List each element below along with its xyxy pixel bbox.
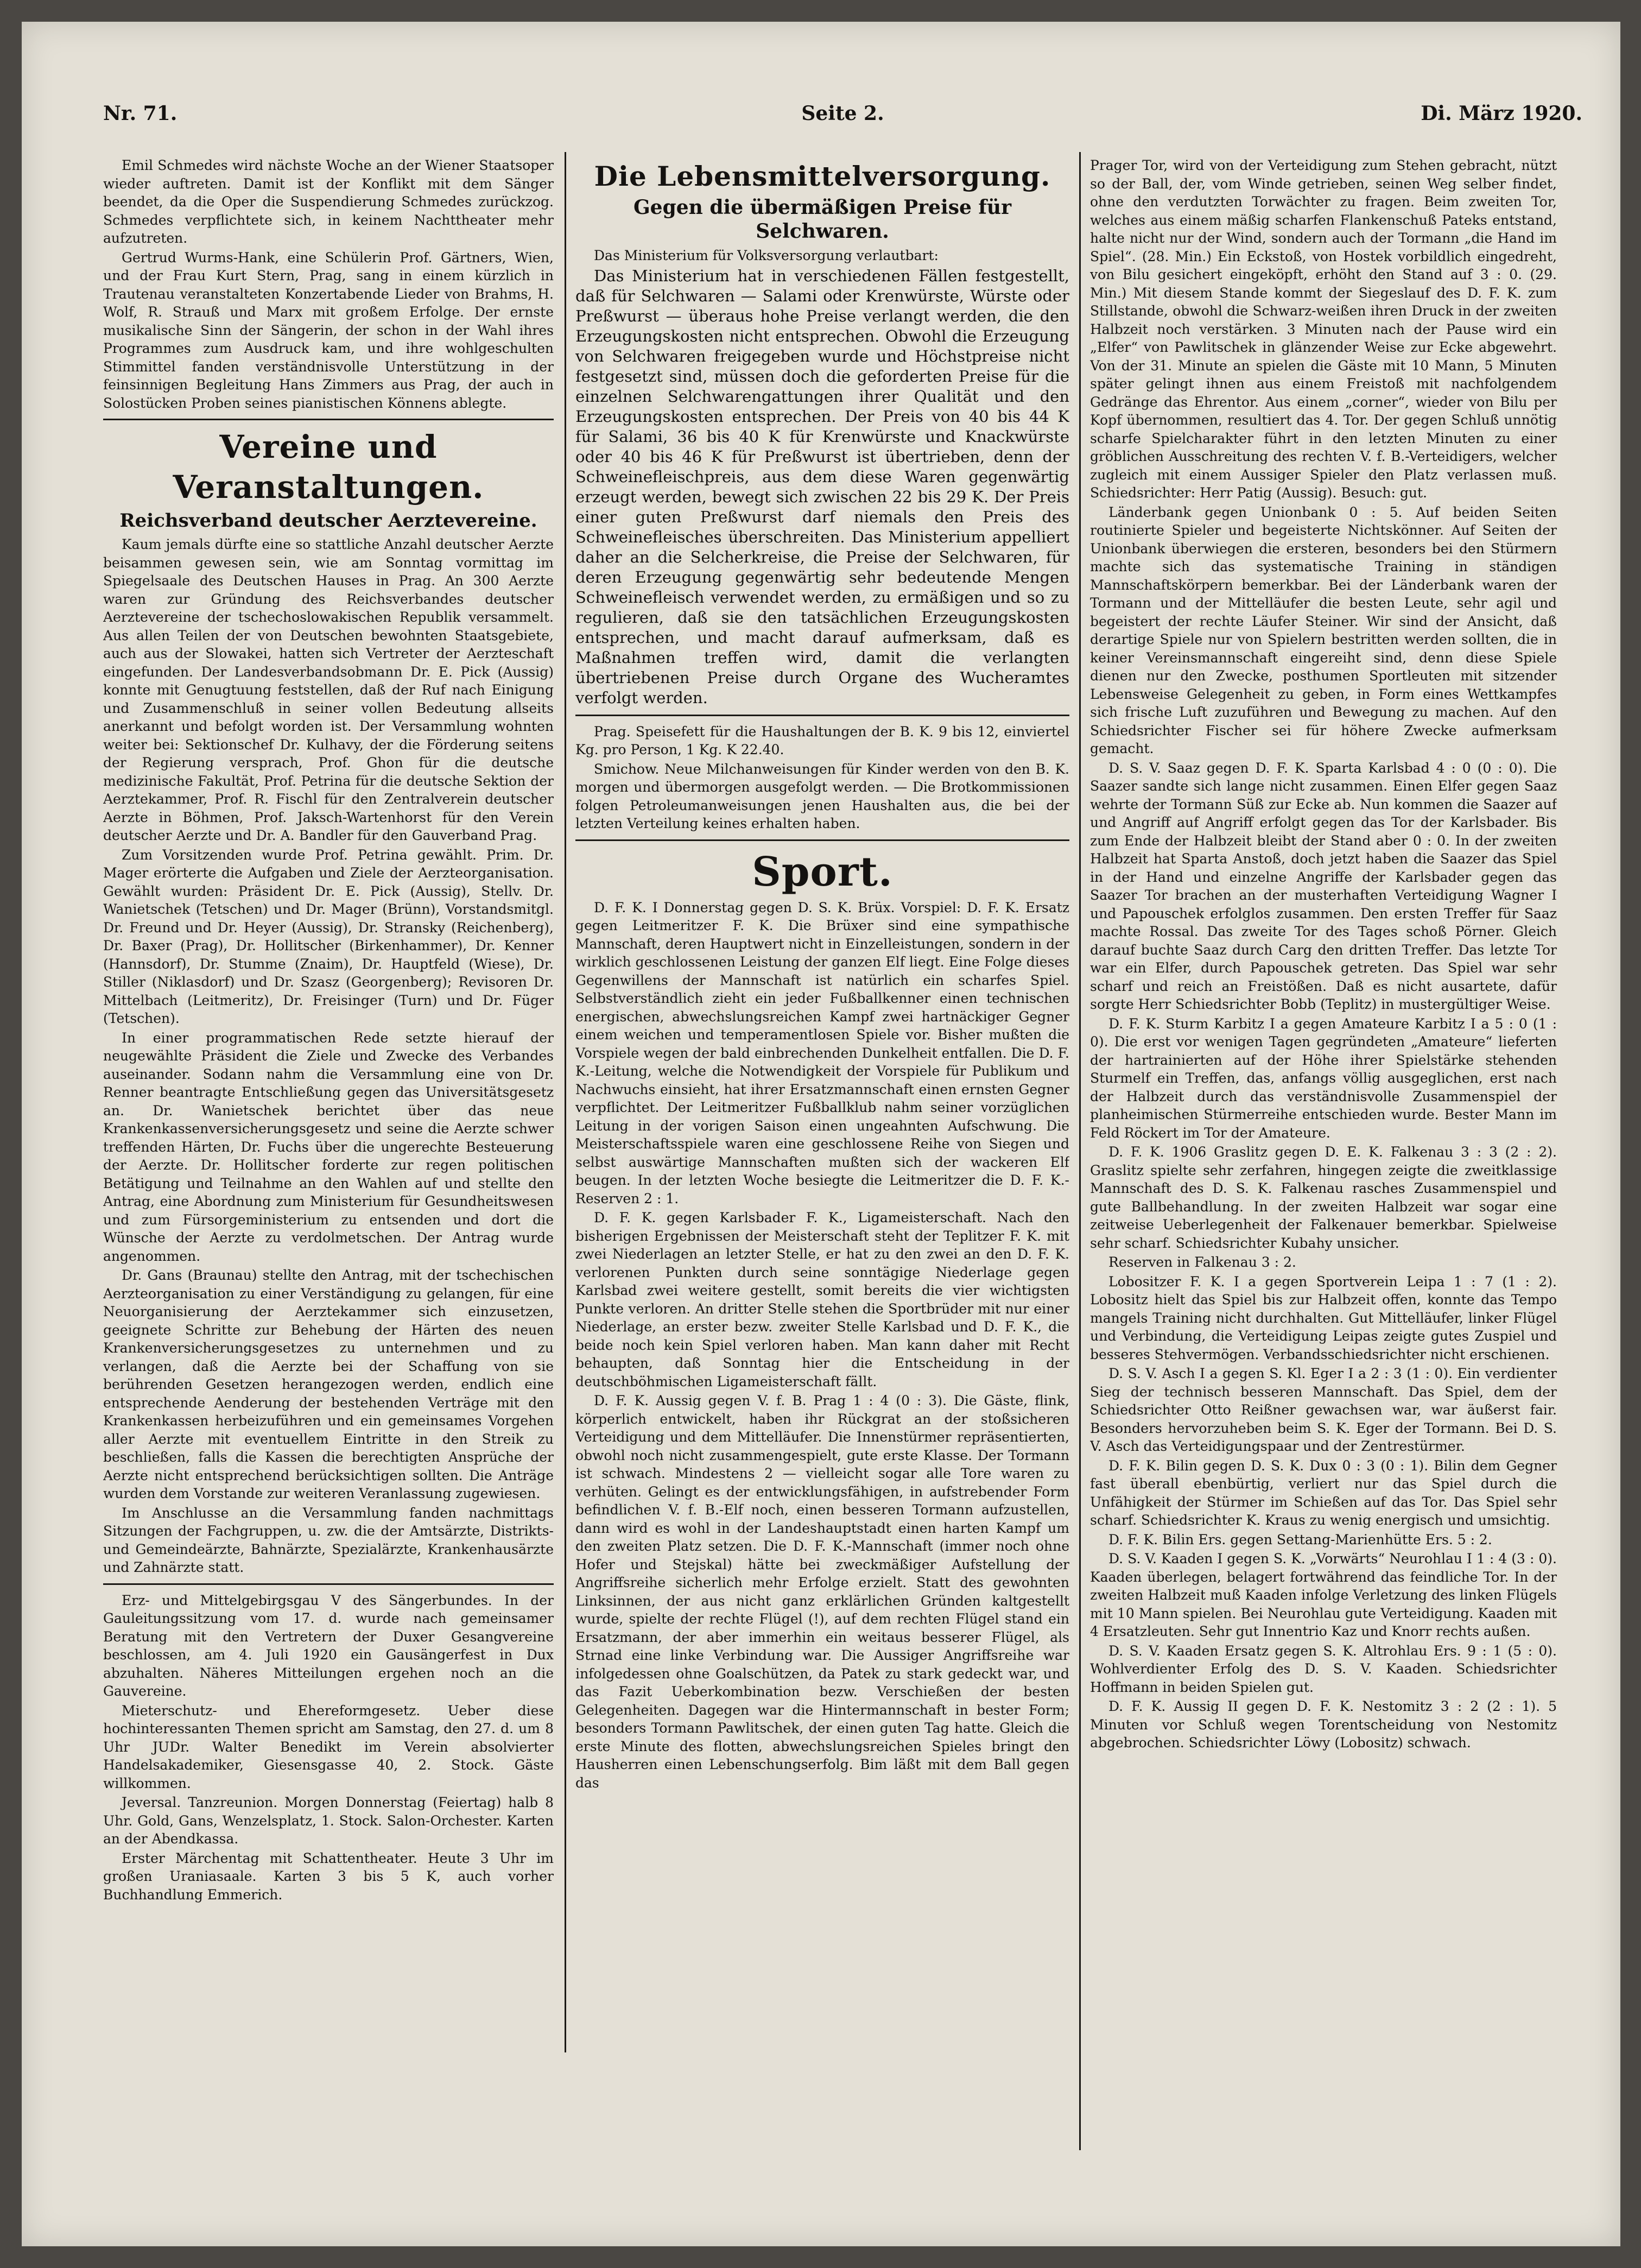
section-heading-vereine: Vereine und Veranstaltungen. (173, 428, 484, 506)
rule (103, 419, 554, 420)
sport-bilin-ers: D. F. K. Bilin Ers. gegen Settang-Marienhütte Ers. 5 : 2. (1108, 1531, 1492, 1547)
sport-graslitz: D. F. K. 1906 Graslitz gegen D. E. K. Falkenau 3 : 3 (2 : 2). Graslitz spielte sehr zerfahren, hingegen zeigte die zweitklassige Mannschaft des D. S. K. Falkenau rasches Zusammenspiel und gute Ballbehandlung. In der zweiten Halbzeit war sogar eine zeitweise Ueberlegenheit der Falkenauer bemerkbar. Spielweise sehr scharf. Schiedsrichter Kubahy unsicher. (1090, 1144, 1557, 1251)
sport-asch-eger: D. S. V. Asch I a gegen S. Kl. Eger I a 2 : 3 (1 : 0). Ein verdienter Sieg der technisch besseren Mannschaft. Das Spiel, dem der Schiedsrichter Otto Reißner gewachsen war, war äußerst fair. Besonders hervorzuheben beim S. K. Eger der Tormann. Bei D. S. V. Asch das Verteidigungspaar und der Zentrestürmer. (1090, 1366, 1557, 1454)
sport-saaz-sparta: D. S. V. Saaz gegen D. F. K. Sparta Karlsbad 4 : 0 (0 : 0). Die Saazer sandte sich lange nicht zusammen. Einen Elfer gegen Saaz wehrte der Tormann Süß zur Ecke ab. Nun kommen die Saazer auf und Angriff auf Angriff erfolgt gegen das Tor der Karlsbader. Bis zum Ende der Halbzeit bleibt der Stand aber 0 : 0. In der zweiten Halbzeit hat Sparta Anstoß, doch jetzt haben die Saazer das Spiel in der Hand und einzelne Angriffe der Karlsbader gegen das Saazer Tor brachen an der musterhaften Verteidigung Wagner I und Papouschek erfolglos zusammen. Den ersten Treffer für Saaz machte Rossal. Das zweite Tor des Tages schoß Pörner. Gleich darauf buchte Saaz durch Carg den dritten Treffer. Das letzte Tor war ein Elfer, durch Papouschek getreten. Das Spiel war sehr scharf und reich an Freistößen. Daß es nicht ausartete, dafür sorgte Herr Schiedsrichter Bobb (Teplitz) in mustergültiger Weise. (1090, 760, 1557, 1012)
sport-dfk-brux: D. F. K. I Donnerstag gegen D. S. K. Brüx. Vorspiel: D. F. K. Ersatz gegen Leitmeritzer F. K. Die Brüxer sind eine sympathische Mannschaft, deren Hauptwert nicht in Einzelleistungen, sondern in der wirklich geschlossenen Leistung der ganzen Elf liegt. Eine Folge dieses Gegenwillens der Mannschaft ist natürlich ein scharfes Spiel. Selbstverständlich zieht ein jeder Fußballkenner einen technischen energischen, abwechslungsreichen Kampf zwei hartnäckiger Gegner einem weichen und temperamentlosen Spiele vor. Bisher mußten die Vorspiele wegen der bald einbrechenden Dunkelheit entfallen. Die D. F. K.-Leitung, welche die Notwendigkeit der Vorspiele für Publikum und Nachwuchs einsieht, hat ihrer Ersatzmannschaft einen ernsten Gegner verpflichtet. Der Leitmeritzer Fußballklub nahm seiner vorzüglichen Leitung in der vorigen Saison einen ungeahnten Aufschwung. Die Meisterschaftsspiele waren eine geschlossene Reihe von Siegen und selbst auswärtige Mannschaften mußten sich der wackeren Elf beugen. In der letzten Woche besiegte die Leitmeritzer die D. F. K.-Reserven 2 : 1. (575, 899, 1069, 1206)
article-wurms-hank: Gertrud Wurms-Hank, eine Schülerin Prof. Gärtners, Wien, und der Frau Kurt Stern, Prag, sang in einem kürzlich in Trautenau veranstalteten Konzertabende Lieder von Brahms, H. Wolf, R. Strauß und Marx mit großem Erfolge. Der ernste musikalische Sinn der Sängerin, der schon in der Wahl ihres Programmes zum Ausdruck kam, und ihre wohlgeschulten Stimmittel fanden verständnisvolle Unterstützung in der feinsinnigen Begleitung Hans Zimmers aus Prag, der auch in Solostücken Proben seines pianistischen Könnens ablegte. (103, 249, 554, 411)
sport-dfk-aussig-vfb: D. F. K. Aussig gegen V. f. B. Prag 1 : 4 (0 : 3). Die Gäste, flink, körperlich entwickelt, haben ihr Rückgrat an der stoßsicheren Verteidigung und dem Mittelläufer. Die Innenstürmer repräsentierten, obwohl noch nicht zusammengespielt, gute erste Klasse. Der Tormann ist schwach. Mindestens 2 — vielleicht sogar alle Tore waren zu verhüten. Gelingt es der entwicklungsfähigen, in aufstrebender Form befindlichen V. f. B.-Elf noch, einen besseren Tormann aufzustellen, dann wird es wohl in der Landeshauptstadt einen harten Kampf um den zweiten Platz setzen. Die D. F. K.-Mannschaft (immer noch ohne Hofer und Stejskal) hätte bei zweckmäßiger Aufstellung der Angriffsreihe sicherlich mehr Erfolge erzielt. Statt des gewohnten Linksinnen, der aus nicht ganz erklärlichen Gründen kaltgestellt wurde, spielte der rechte Flügel (!), auf dem rechten Flügel stand ein Ersatzmann, der aber immerhin ein weitaus besserer Flügel, als Strnad eine linke Verbindung war. Die Aussiger Angriffsreihe war infolgedessen ohne Goalschützen, da Patek zu stark gedeckt war, und das Fazit Ueberkombination bezw. Verschießen der besten Gelegenheiten. Dagegen war die Hintermannschaft in bester Form; besonders Tormann Pawlitschek, der einen guten Tag hatte. Gleich die erste Minute des flotten, abwechslungsreichen Spieles bringt den Hausherren einen Lebenschungserfolg. Bim läßt mit dem Ball gegen das (575, 1393, 1069, 1791)
article-selchwaren: Das Ministerium hat in verschiedenen Fällen festgestellt, daß für Selchwaren — Salami oder Krenwürste, Würste oder Preßwurst — überaus hohe Preise verlangt werden, die den Erzeugungskosten nicht entsprechen. Obwohl die Erzeugung von Selchwaren freigegeben wurde und Höchstpreise nicht festgesetzt sind, müssen doch die geforderten Preise für die einzelnen Selchwarengattungen ihrer Qualität und den Erzeugungskosten entsprechen. Der Preis von 40 bis 44 K für Salami, 36 bis 40 K für Krenwürste und Knackwürste oder 40 bis 46 K für Preßwurst ist übertrieben, denn der Schweinefleischpreis, aus dem diese Waren gegenwärtig erzeugt werden, bewegt sich zwischen 22 bis 29 K. Der Preis einer guten Preßwurst darf niemals den Preis des Schweinefleisches überschreiten. Das Ministerium appelliert daher an die Selcherkreise, die Preise der Selchwaren, für deren Erzeugung gegenwärtig sehr bedeutende Mengen Schweinefleisch verwendet werden, zu ermäßigen und so zu regulieren, daß sie den tatsächlichen Erzeugungskosten entsprechen, und macht darauf aufmerksam, daß es Maßnahmen treffen wird, damit die verlangten übertriebenen Preise durch Organe des Wucheramtes verfolgt werden. (575, 266, 1069, 707)
column-2 (575, 156, 1069, 2193)
article-aerzte-3: In einer programmatischen Rede setzte hierauf der neugewählte Präsident die Ziele und Zwecke des Verbandes auseinander. Sodann nahm die Versammlung eine von Dr. Renner beantragte Entschließung gegen das Universitätsgesetz an. Dr. Wanietschek berichtet über das neue Krankenkassenversicherungsgesetz und seine die Aerzte schwer treffenden Härten, Dr. Fuchs über die ungerechte Besteuerung der Aerzte. Dr. Hollitscher forderte zur regen politischen Betätigung und Teilnahme an den Wahlen auf und stellte den Antrag, eine Abordnung zum Ministerium für Gesundheitswesen und zum Fürsorgeministerium zu entsenden und dort die Wünsche der Aerzte zu verdolmetschen. Der Antrag wurde angenommen. (103, 1029, 554, 1264)
rule (575, 839, 1069, 841)
issue-date: Di. März 1920. (1421, 102, 1582, 125)
rule (575, 715, 1069, 716)
notice-tanzreunion: Jeversal. Tanzreunion. Morgen Donnerstag (Feiertag) halb 8 Uhr. Gold, Gans, Wenzelsplatz, 1. Stock. Salon-Orchester. Karten an der Abendkassa. (103, 1795, 554, 1847)
heading-lebensmittel: Die Lebensmittelversorgung. (594, 160, 1051, 192)
notice-smichow: Smichow. Neue Milchanweisungen für Kinder werden von den B. K. morgen und übermorgen ausgefolgt werden. — Die Brotkommissionen folgen Petroleumanweisungen jenen Haushalten aus, die bei der letzten Verteilung keines erhalten haben. (575, 761, 1069, 831)
issue-number: Nr. 71. (103, 102, 178, 125)
article-schmedes: Emil Schmedes wird nächste Woche an der Wiener Staatsoper wieder auftreten. Damit ist der Konflikt mit dem Sänger beendet, da die Oper die Suspendierung Schmedes zurückzog. Schmedes verpflichtete sich, in keinem Nachttheater mehr aufzutreten. (103, 157, 554, 246)
article-aerzte-4: Dr. Gans (Braunau) stellte den Antrag, mit der tschechischen Aerzteorganisation zu einer Verständigung zu gelangen, für eine Neuorganisierung der Aerztekammer sich einzusetzen, geeignete Schritte zur Behebung der Härten des neuen Krankenversicherungsgesetzes zu unternehmen und zu verlangen, daß die Aerzte bei der Schaffung von sie berührenden Gesetzen herangezogen werden, endlich eine entsprechende Aenderung der bestehenden Verträge mit den Krankenkassen herbeizuführen und ein gemeinsames Vorgehen aller Aerzte mit eventuellem Eintritte in den Streik zu beschließen, falls die Kassen die berechtigten Ansprüche der Aerzte nicht entsprechend berücksichtigen sollten. Die Anträge wurden dem Vorstande zur weiteren Veranlassung zugewiesen. (103, 1267, 554, 1501)
subheading-selchwaren: Gegen die übermäßigen Preise für Selchwaren. (633, 196, 1012, 243)
article-aerzte-1: Kaum jemals dürfte eine so stattliche Anzahl deutscher Aerzte beisammen gewesen sein, wie am Sonntag vormittag im Spiegelsaale des Deutschen Hauses in Prag. An 300 Aerzte waren zur Gründung des Reichsverbandes deutscher Aerztevereine der tschechoslowakischen Republik versammelt. Aus allen Teilen der von Deutschen bewohnten Staatsgebiete, auch aus der Slowakei, hatten sich Vertreter der Aerzteschaft eingefunden. Der Landesverbandsobmann Dr. E. Pick (Aussig) konnte mit Genugtuung feststellen, daß der Ruf nach Einigung und Zusammenschluß in seiner vollen Bedeutung allseits anerkannt und befolgt worden ist. Der Versammlung wohnten weiter bei: Sektionschef Dr. Kulhavy, der die Förderung seitens der Regierung versprach, Prof. Ghon für die deutsche medizinische Fakultät, Prof. Petrina für die deutsche Sektion der Aerztekammer, Prof. R. Fischl für den Zentralverein deutscher Aerzte in Böhmen, Prof. Jaksch-Wartenhorst für den Verein deutscher Aerzte und Dr. A. Bandler für den Gauverband Prag. (103, 536, 554, 843)
article-aerzte-5: Im Anschlusse an die Versammlung fanden nachmittags Sitzungen der Fachgruppen, u. zw. die der Amtsärzte, Distrikts- und Gemeindeärzte, Bahnärzte, Spezialärzte, Krankenhausärzte und Zahnärzte statt. (103, 1505, 554, 1575)
notice-maerchentag: Erster Märchentag mit Schattentheater. Heute 3 Uhr im großen Uraniasaale. Karten 3 bis 5 K, auch vorher Buchhandlung Emmerich. (103, 1850, 554, 1903)
sport-dfk-karlsbad: D. F. K. gegen Karlsbader F. K., Ligameisterschaft. Nach den bisherigen Ergebnissen der Meisterschaft steht der Teplitzer F. K. mit zwei Niederlagen an letzter Stelle, er hat zu den zwei an den D. F. K. verlorenen Punkten durch seine sonntägige Niederlage gegen Karlsbad zwei weitere gestellt, somit bereits die vier wichtigsten Punkte verloren. An dritter Stelle stehen die Sportbrüder mit nur einer Niederlage, an erster bezw. zweiter Stelle Karlsbad und D. F. K., die beide noch kein Spiel verloren haben. Man kann daher mit Recht behaupten, daß Sonntag hier die Entscheidung in der deutschböhmischen Ligameisterschaft fällt. (575, 1210, 1069, 1389)
lead-ministerium: Das Ministerium für Volksversorgung verlautbart: (594, 248, 939, 263)
sport-bilin-dux: D. F. K. Bilin gegen D. S. K. Dux 0 : 3 (0 : 1). Bilin dem Gegner fast überall ebenbürtig, verliert nur das Spiel durch die Unfähigkeit der Stürmer im Schießen auf das Tor. Das Spiel sehr scharf. Schiedsrichter K. Kraus zu wenig energisch und umsichtig. (1090, 1457, 1557, 1528)
sport-aussig-nestomitz: D. F. K. Aussig II gegen D. F. K. Nestomitz 3 : 2 (2 : 1). 5 Minuten vor Schluß wegen Torentscheidung von Nestomitz abgebrochen. Schiedsrichter Löwy (Lobositz) schwach. (1090, 1698, 1557, 1751)
column-1 (103, 156, 554, 2193)
page-header (103, 102, 1582, 140)
column-rule-left (565, 152, 566, 2052)
sport-aussig-cont: Prager Tor, wird von der Verteidigung zum Stehen gebracht, nützt so der Ball, der, vom Winde getrieben, seinen Weg selber findet, ohne den verdutzten Torwächter zu fragen. Beim zweiten Tor, welches aus einem mäßig scharfen Flankenschuß Pateks entstand, halte nicht nur der Wind, sondern auch der Tormann „die Hand im Spiel“. (28. Min.) Ein Eckstoß, von Hostek vorbildlich eingedreht, von Bilu gesichert eingeköpft, erhöht den Stand auf 3 : 0. (29. Min.) Mit diesem Stande kommt der Siegeslauf des D. F. K. zum Stillstande, obwohl die Schwarz-weißen ihren Druck in der zweiten Halbzeit noch verstärken. 3 Minuten nach der Pause wird ein „Elfer“ von Pawlitschek in glänzender Weise zur Ecke abgewehrt. Von der 31. Minute an spielen die Gäste mit 10 Mann, 5 Minuten später gelingt ihnen aus einem Freistoß mit nachfolgendem Gedränge das Ehrentor. Aus einem „corner“, wieder von Bilu per Kopf übernommen, resultiert das 4. Tor. Der gegen Schluß unnötig scharfe Spielcharakter führt in den letzten Minuten zu einer gröblichen Ausschreitung des rechten V. f. B.-Verteidigers, welcher zugleich mit einem Aussiger Spieler den Platz verlassen muß. Schiedsrichter: Herr Patig (Aussig). Besuch: gut. (1090, 157, 1557, 501)
column-rule-right (1079, 152, 1081, 2150)
sport-lobositz: Lobositzer F. K. I a gegen Sportverein Leipa 1 : 7 (1 : 2). Lobositz hielt das Spiel bis zur Halbzeit offen, konnte das Tempo mangels Training nicht durchhalten. Gut Mittelläufer, linker Flügel und Verbindung, die Verteidigung Leipas zeigte gutes Zuspiel und besseres Stehvermögen. Verbandsschiedsrichter nicht erschienen. (1090, 1273, 1557, 1362)
sport-kaaden-altrohlau: D. S. V. Kaaden Ersatz gegen S. K. Altrohlau Ers. 9 : 1 (5 : 0). Wohlverdienter Erfolg des D. S. V. Kaaden. Schiedsrichter Hoffmann in beiden Spielen gut. (1090, 1642, 1557, 1695)
sport-karbitz: D. F. K. Sturm Karbitz I a gegen Amateure Karbitz I a 5 : 0 (1 : 0). Die erst vor wenigen Tagen gegründeten „Amateure“ lieferten der hartrainierten auf der Höhe ihrer Spielstärke stehenden Sturmelf ein Treffen, das, anfangs völlig ausgeglichen, erst nach der Halbzeit durch das verständnisvolle Zusammenspiel der planheimischen Stürmerreihe entschieden wurde. Bester Mann im Feld Röckert im Tor der Amateure. (1090, 1015, 1557, 1141)
sport-laenderbank: Länderbank gegen Unionbank 0 : 5. Auf beiden Seiten routinierte Spieler und begeisterte Nichtskönner. Auf Seiten der Unionbank überwiegen die ersteren, besonders bei den Stürmern machte sich das systematische Training in ständigen Mannschaftskörpern bemerkbar. Bei der Länderbank waren der Tormann und der Mittelläufer die besten Leute, sehr agil und begeistert der rechte Läufer Steiner. Wir sind der Ansicht, daß derartige Spiele nur von Spielern bestritten werden sollten, die in keiner Vereinsmannschaft eingereiht sind, denn diese Spiele dienen nur den Zwecke, posthumen Sportleuten mit sitzender Lebensweise Gelegenheit zu geben, in Form eines Wettkampfes sich frische Luft zuzuführen und Bewegung zu machen. Auf den Schiedsrichter Fischer sei für höhere Zwecke aufmerksam gemacht. (1090, 504, 1557, 756)
sport-reserven-falkenau: Reserven in Falkenau 3 : 2. (1108, 1254, 1296, 1270)
article-aerzte-2: Zum Vorsitzenden wurde Prof. Petrina gewählt. Prim. Dr. Mager erörterte die Aufgaben und Ziele der Aerzteorganisation. Gewählt wurden: Präsident Dr. E. Pick (Aussig), Stellv. Dr. Wanietschek (Tetschen) und Dr. Mager (Brünn), Vorstandsmitgl. Dr. Freund und Dr. Heyer (Aussig), Dr. Stransky (Reichenberg), Dr. Baxer (Prag), Dr. Hollitscher (Birkenhammer), Dr. Kenner (Hannsdorf), Dr. Stumme (Znaim), Dr. Hauptfeld (Wiese), Dr. Stiller (Niklasdorf) und Dr. Szasz (Georgenberg); Revisoren Dr. Mittelbach (Leitmeritz), Dr. Freisinger (Turn) und Dr. Füger (Tetschen). (103, 846, 554, 1026)
page-number: Seite 2. (801, 102, 884, 125)
newspaper-page (22, 22, 1620, 2246)
section-heading-sport: Sport. (752, 848, 893, 895)
notice-speisefett: Prag. Speisefett für die Haushaltungen der B. K. 9 bis 12, einviertel Kg. pro Person, 1 Kg. K 22.40. (575, 723, 1069, 757)
subheading-reichsverband: Reichsverband deutscher Aerztevereine. (119, 510, 537, 532)
column-3 (1090, 156, 1557, 2193)
sport-kaaden-neurohlau: D. S. V. Kaaden I gegen S. K. „Vorwärts“ Neurohlau I 1 : 4 (3 : 0). Kaaden überlegen, belagert fortwährend das feindliche Tor. In der zweiten Halbzeit muß Kaaden infolge Verletzung des linken Flügels mit 10 Mann spielen. Bei Neurohlau gute Verteidigung. Kaaden mit 4 Ersatzleuten. Sehr gut Innentrio Kaz und Knorr rechts außen. (1090, 1551, 1557, 1639)
notice-saengerbund: Erz- und Mittelgebirgsgau V des Sängerbundes. In der Gauleitungssitzung vom 17. d. wurde nach gemeinsamer Beratung mit den Vertretern der Duxer Gesangvereine beschlossen, am 4. Juli 1920 ein Gausängerfest in Dux abzuhalten. Näheres Mitteilungen ergehen noch an die Gauvereine. (103, 1592, 554, 1699)
rule (103, 1583, 554, 1585)
notice-mieterschutz: Mieterschutz- und Ehereformgesetz. Ueber diese hochinteressanten Themen spricht am Samstag, den 27. d. um 8 Uhr JUDr. Walter Benedikt im Verein absolvierter Handelsakademiker, Giesensgasse 40, 2. Stock. Gäste willkommen. (103, 1702, 554, 1791)
